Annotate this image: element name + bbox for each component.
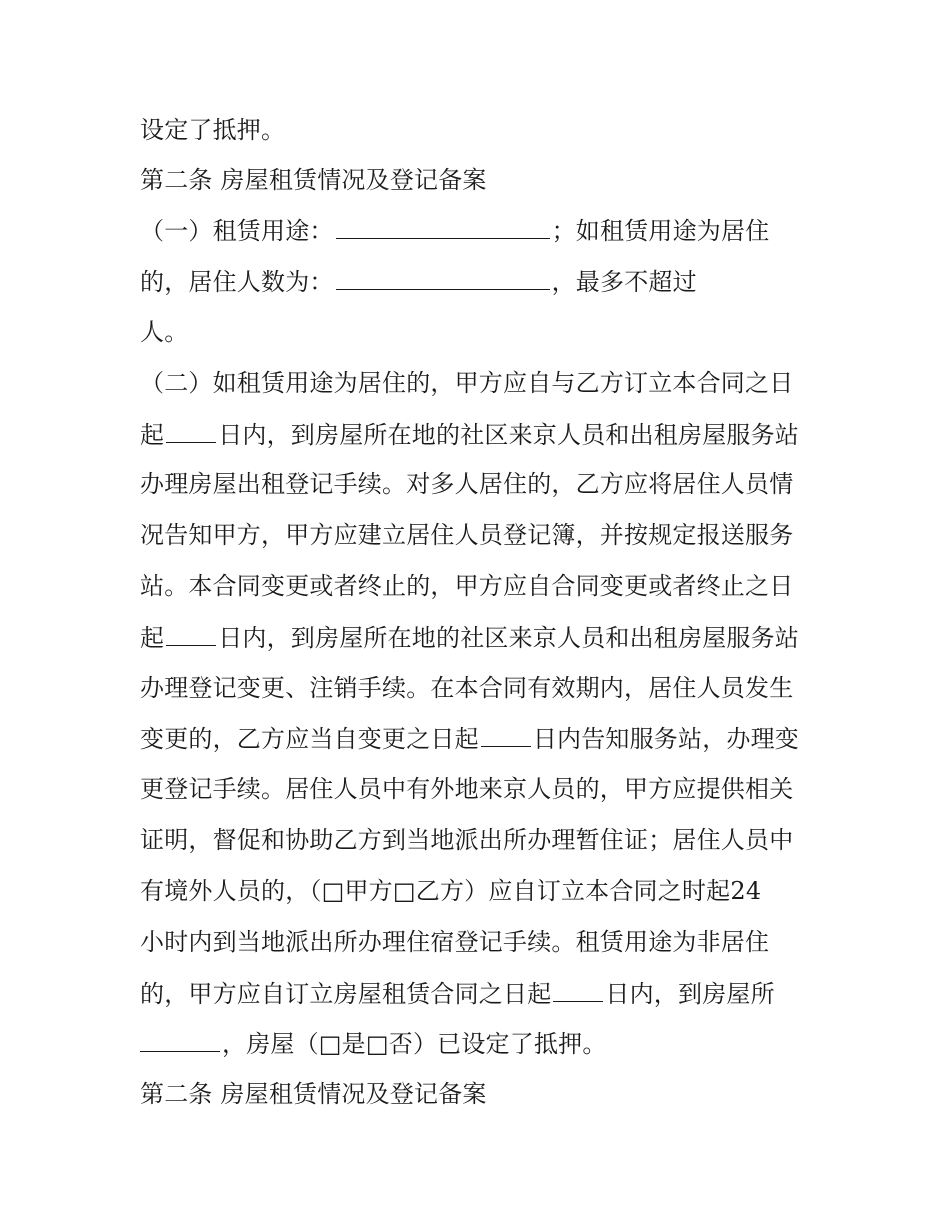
text-line xyxy=(140,265,697,298)
line-text: 变更的，乙方应当自变更之日起 xyxy=(140,725,479,753)
line-text: ，最多不超过 xyxy=(551,268,697,296)
line-text: 日内，到房屋所在地的社区来京人员和出租房屋服务站 xyxy=(218,624,800,652)
fill-blank[interactable] xyxy=(140,1027,220,1052)
text-line xyxy=(140,418,799,451)
line-text: 起 xyxy=(140,624,165,652)
text-line: 设定了抵押。 xyxy=(140,116,286,144)
line-text: 起 xyxy=(140,421,165,449)
fill-blank[interactable] xyxy=(481,722,531,747)
text-line xyxy=(140,214,769,247)
text-line xyxy=(140,621,799,654)
line-text: ，房屋（□是□否）已设定了抵押。 xyxy=(222,1030,607,1058)
text-line: 更登记手续。居住人员中有外地来京人员的，甲方应提供相关 xyxy=(140,775,794,803)
text-line xyxy=(140,722,799,755)
text-line: 证明，督促和协助乙方到当地派出所办理暂住证；居住人员中 xyxy=(140,826,794,854)
line-text: 的，居住人数为： xyxy=(140,268,334,296)
fill-blank[interactable] xyxy=(553,977,603,1002)
line-text: ；如租赁用途为居住 xyxy=(551,217,770,245)
text-line: 况告知甲方，甲方应建立居住人员登记簿，并按规定报送服务 xyxy=(140,521,794,549)
section-heading: 第二条 房屋租赁情况及登记备案 xyxy=(140,1080,487,1108)
text-line: 小时内到当地派出所办理住宿登记手续。租赁用途为非居住 xyxy=(140,928,770,956)
text-line: （二）如租赁用途为居住的，甲方应自与乙方订立本合同之日 xyxy=(140,369,794,397)
text-line: 办理登记变更、注销手续。在本合同有效期内，居住人员发生 xyxy=(140,674,794,702)
fill-blank[interactable] xyxy=(166,621,216,646)
fill-blank[interactable] xyxy=(166,418,216,443)
fill-blank[interactable] xyxy=(336,214,550,239)
text-line: 办理房屋出租登记手续。对多人居住的，乙方应将居住人员情 xyxy=(140,470,794,498)
line-text: 日内，到房屋所在地的社区来京人员和出租房屋服务站 xyxy=(218,421,800,449)
text-line: 人。 xyxy=(140,318,189,346)
line-text: 的，甲方应自订立房屋租赁合同之日起 xyxy=(140,980,552,1008)
fill-blank[interactable] xyxy=(336,265,550,290)
line-text: （一）租赁用途： xyxy=(140,217,334,245)
text-line xyxy=(140,977,775,1010)
line-text: 日内，到房屋所 xyxy=(605,980,775,1008)
text-line: 站。本合同变更或者终止的，甲方应自合同变更或者终止之日 xyxy=(140,572,794,600)
section-heading: 第二条 房屋租赁情况及登记备案 xyxy=(140,166,487,194)
text-line: 有境外人员的，（□甲方□乙方）应自订立本合同之时起24 xyxy=(140,877,762,905)
text-line xyxy=(140,1027,607,1060)
line-text: 日内告知服务站，办理变 xyxy=(532,725,800,753)
